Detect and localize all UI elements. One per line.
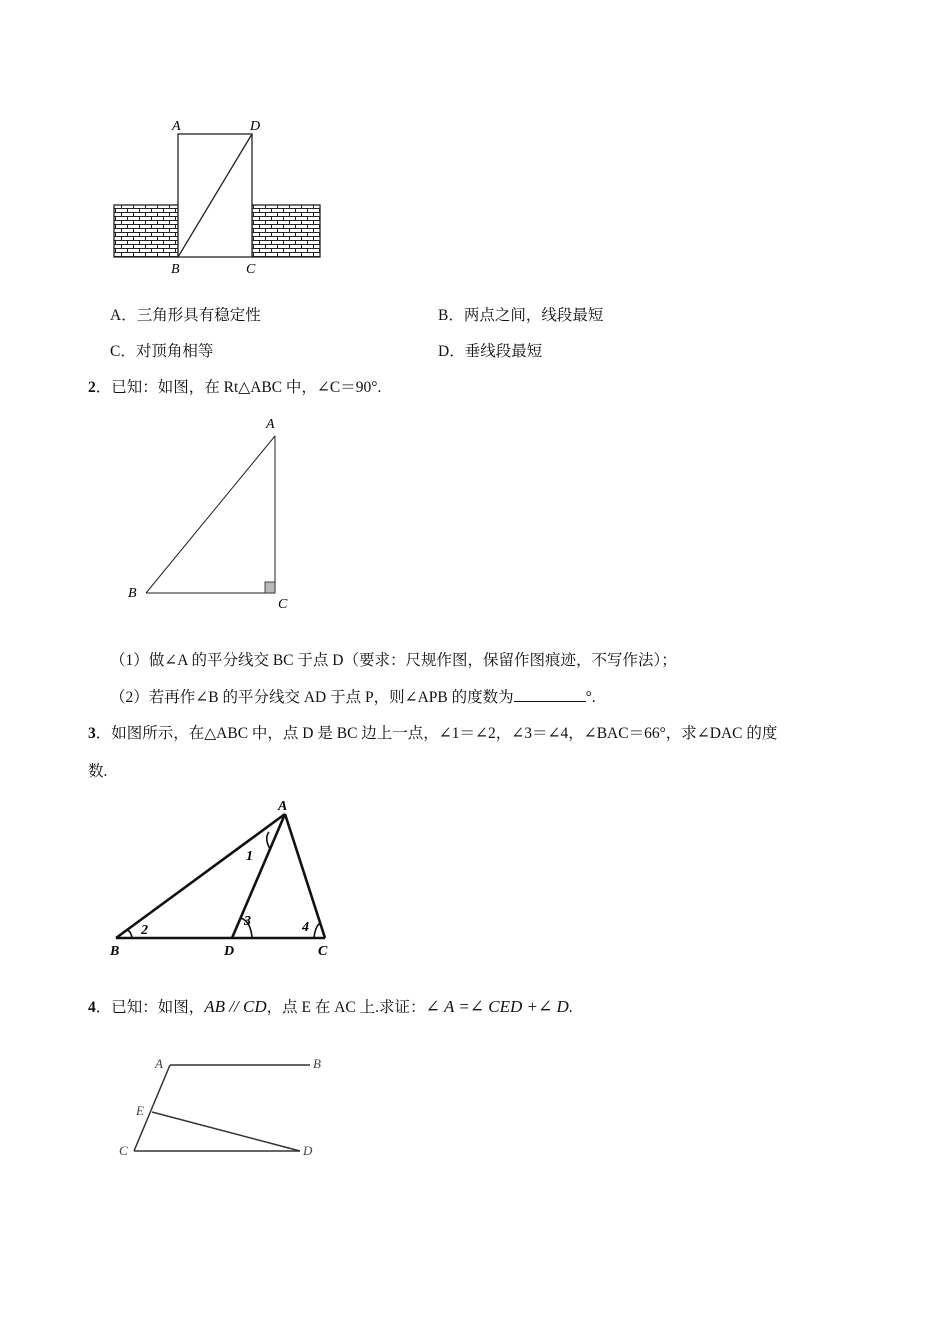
label-angle-4: 4 <box>302 920 309 935</box>
label-b: B <box>128 586 137 601</box>
segment-ed <box>152 1112 300 1151</box>
question-2-number: 2 <box>88 379 96 396</box>
option-c-text: 对顶角相等 <box>135 343 214 360</box>
option-a <box>110 305 261 327</box>
option-d <box>438 341 542 363</box>
side-ab <box>146 436 275 593</box>
figure-right-triangle <box>120 412 310 617</box>
option-b-text: 两点之间，线段最短 <box>463 307 604 324</box>
option-d-text: 垂线段最短 <box>464 343 543 360</box>
label-c: C <box>278 597 288 612</box>
parallel-statement: AB // CD <box>204 997 267 1016</box>
label-b: B <box>313 1056 321 1071</box>
question-3-number: 3 <box>88 725 96 742</box>
question-2-stem <box>88 377 381 399</box>
question-2-part-2 <box>110 686 596 709</box>
option-c-letter: C． <box>110 343 136 360</box>
left-wall <box>114 205 178 257</box>
question-4-text-middle: ，点 E 在 AC 上.求证： <box>266 999 426 1016</box>
proof-statement: ∠ A =∠ CED +∠ D <box>425 997 569 1016</box>
label-a: A <box>155 1056 163 1071</box>
right-angle-mark <box>265 582 275 593</box>
question-2-part-2-end: °. <box>585 689 596 706</box>
label-d: D <box>224 944 235 959</box>
label-a: A <box>266 417 275 432</box>
question-2-part-1: （1）做∠A 的平分线交 BC 于点 D（要求：尺规作图，保留作图痕迹，不写作法）； <box>110 652 677 669</box>
option-b <box>438 305 603 327</box>
label-a: A <box>172 119 181 134</box>
label-c: C <box>246 262 256 277</box>
label-angle-1: 1 <box>246 849 253 864</box>
angle-4-arc <box>314 923 320 938</box>
label-c: C <box>318 944 328 959</box>
answer-blank[interactable] <box>514 686 586 702</box>
figure-parallel-lines <box>110 1048 340 1166</box>
question-3-text: ．如图所示，在△ABC 中，点 D 是 BC 边上一点，∠1＝∠2，∠3＝∠4，∠BAC＝66°，求∠DAC 的度 <box>95 725 778 742</box>
question-4-text: ．已知：如图， <box>95 999 205 1016</box>
right-wall <box>252 205 320 257</box>
question-2-text: ．已知：如图，在 Rt△ABC 中，∠C＝90°. <box>95 379 382 396</box>
question-4-text-end: . <box>568 999 573 1016</box>
option-b-letter: B． <box>438 307 464 324</box>
question-4-number: 4 <box>88 999 96 1016</box>
label-angle-3: 3 <box>244 914 251 929</box>
question-2-part-2-text: （2）若再作∠B 的平分线交 AD 于点 P，则∠APB 的度数为 <box>110 689 514 706</box>
figure-triangle-abc <box>100 790 350 970</box>
option-a-letter: A． <box>110 307 137 324</box>
label-a: A <box>278 799 288 814</box>
figure-wall-door <box>100 112 340 282</box>
label-d: D <box>303 1143 313 1158</box>
label-e: E <box>136 1103 144 1118</box>
question-3-stem-line-2: 数. <box>88 763 108 780</box>
question-4-stem <box>88 996 573 1019</box>
label-c: C <box>119 1143 128 1158</box>
angle-1-arc <box>267 832 270 849</box>
option-c <box>110 341 213 363</box>
label-d: D <box>250 119 261 134</box>
option-d-letter: D． <box>438 343 465 360</box>
question-3-stem <box>88 723 777 745</box>
label-angle-2: 2 <box>141 923 148 938</box>
option-a-text: 三角形具有稳定性 <box>136 307 261 324</box>
label-b: B <box>110 944 120 959</box>
label-b: B <box>171 262 180 277</box>
